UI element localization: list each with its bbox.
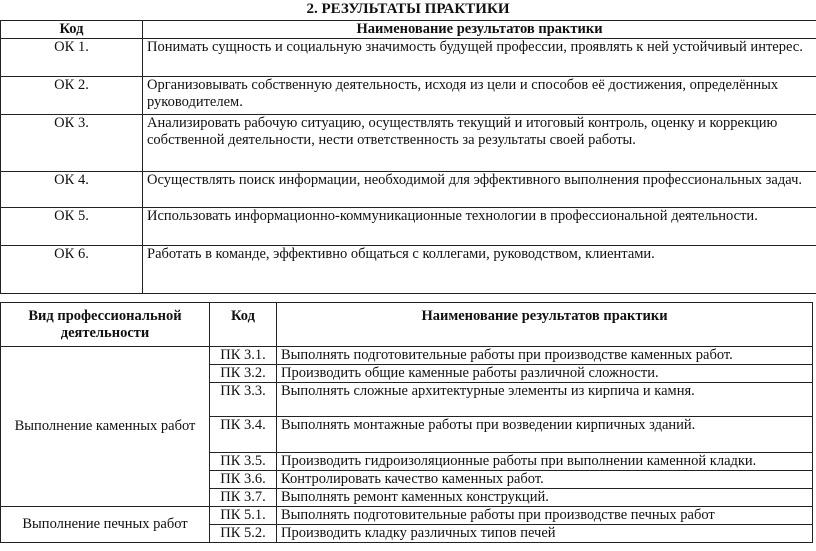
professional-competencies-table: [0, 302, 813, 543]
competency-description: Понимать сущность и социальную значимость будущей профессии, проявлять к ней устойчивый интерес.: [147, 39, 803, 55]
competency-description: Осуществлять поиск информации, необходимой для эффективного выполнения профессиональных задач.: [147, 172, 802, 188]
competency-code: ПК 3.2.: [210, 365, 277, 383]
competency-description: Выполнять сложные архитектурные элементы из кирпича и камня.: [277, 383, 813, 417]
competency-code: ПК 3.4.: [210, 417, 277, 453]
competency-description: Работать в команде, эффективно общаться с коллегами, руководством, клиентами.: [147, 246, 655, 262]
competency-code: ПК 5.1.: [210, 507, 277, 525]
competency-description: Производить общие каменные работы различной сложности.: [277, 365, 813, 383]
table-row: [1, 115, 816, 172]
competency-code: ПК 3.5.: [210, 453, 277, 471]
column-header-code: Код: [1, 21, 143, 39]
competency-code: ОК 1.: [1, 39, 143, 77]
activity-type: Выполнение печных работ: [1, 507, 210, 543]
table-row: [1, 208, 816, 246]
competency-description: Выполнять монтажные работы при возведении кирпичных зданий.: [277, 417, 813, 453]
competency-description: Анализировать рабочую ситуацию, осуществлять текущий и итоговый контроль, оценку и коррекцию собственной деятельности, нести ответственность за результаты своей работы.: [147, 115, 778, 148]
activity-type: Выполнение каменных работ: [1, 347, 210, 507]
table-row: [1, 172, 816, 208]
competency-code: ОК 4.: [1, 172, 143, 208]
competency-code: ОК 6.: [1, 246, 143, 294]
competency-description: Выполнять ремонт каменных конструкций.: [277, 489, 813, 507]
column-header-code: Код: [210, 303, 277, 347]
competency-code: ПК 5.2.: [210, 525, 277, 543]
table-row: [1, 77, 816, 115]
column-header-result-name: Наименование результатов практики: [143, 21, 816, 39]
competency-description: Контролировать качество каменных работ.: [277, 471, 813, 489]
competency-description: Производить гидроизоляционные работы при выполнении каменной кладки.: [277, 453, 813, 471]
page-title: 2. РЕЗУЛЬТАТЫ ПРАКТИКИ: [306, 1, 510, 17]
competency-code: ПК 3.3.: [210, 383, 277, 417]
competency-code: ОК 2.: [1, 77, 143, 115]
competency-code: ОК 5.: [1, 208, 143, 246]
competency-code: ПК 3.6.: [210, 471, 277, 489]
competency-description: Выполнять подготовительные работы при производстве каменных работ.: [277, 347, 813, 365]
competency-code: ОК 3.: [1, 115, 143, 172]
competency-description: Организовывать собственную деятельность, исходя из цели и способов её достижения, определённых руководителем.: [147, 77, 779, 110]
competency-description: Использовать информационно-коммуникационные технологии в профессиональной деятельности.: [147, 208, 758, 224]
general-competencies-table: [0, 20, 816, 294]
competency-description: Производить кладку различных типов печей: [277, 525, 813, 543]
table-row: [1, 39, 816, 77]
column-header-activity: Вид профессиональной деятельности: [1, 303, 210, 347]
competency-code: ПК 3.1.: [210, 347, 277, 365]
competency-description: Выполнять подготовительные работы при производстве печных работ: [277, 507, 813, 525]
table-row: [1, 507, 813, 525]
table-row: [1, 347, 813, 365]
table-row: [1, 246, 816, 294]
column-header-result-name: Наименование результатов практики: [277, 303, 813, 347]
competency-code: ПК 3.7.: [210, 489, 277, 507]
